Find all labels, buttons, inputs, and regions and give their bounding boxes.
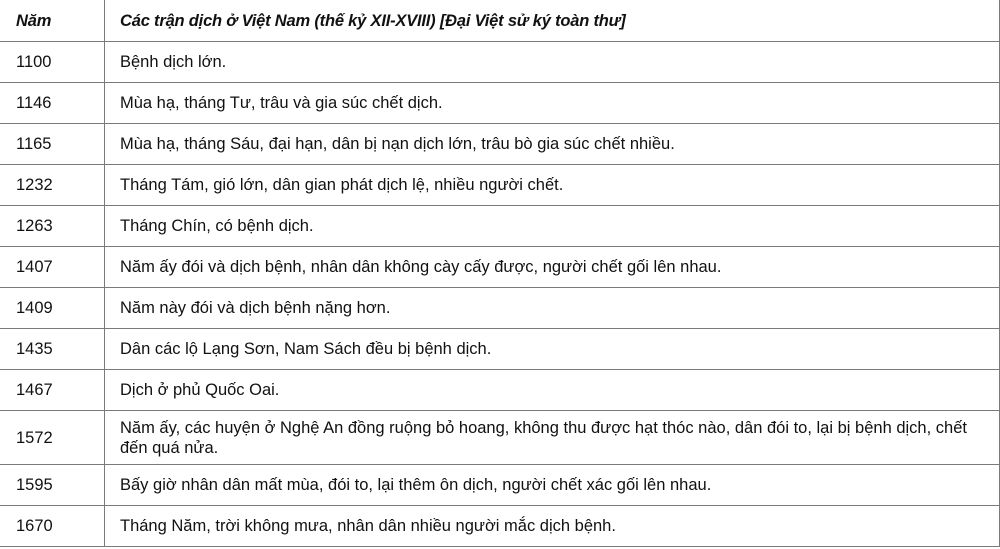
table-row <box>1 83 1000 124</box>
description-cell: Năm này đói và dịch bệnh nặng hơn. <box>105 288 1000 329</box>
description-cell: Năm ấy đói và dịch bệnh, nhân dân không cày cấy được, người chết gối lên nhau. <box>105 247 1000 288</box>
year-cell: 1232 <box>1 165 105 206</box>
table-row <box>1 329 1000 370</box>
year-cell: 1435 <box>1 329 105 370</box>
year-cell: 1595 <box>1 465 105 506</box>
year-cell: 1407 <box>1 247 105 288</box>
description-cell: Tháng Chín, có bệnh dịch. <box>105 206 1000 247</box>
year-cell: 1467 <box>1 370 105 411</box>
table-header-row <box>1 1 1000 42</box>
table-row <box>1 247 1000 288</box>
year-cell: 1165 <box>1 124 105 165</box>
table-row <box>1 411 1000 465</box>
column-header-description: Các trận dịch ở Việt Nam (thế kỷ XII-XVIII) [Đại Việt sử ký toàn thư] <box>105 1 1000 42</box>
description-cell: Dịch ở phủ Quốc Oai. <box>105 370 1000 411</box>
year-cell: 1572 <box>1 411 105 465</box>
column-header-year: Năm <box>1 1 105 42</box>
description-cell: Dân các lộ Lạng Sơn, Nam Sách đều bị bệnh dịch. <box>105 329 1000 370</box>
table-row <box>1 42 1000 83</box>
table-row <box>1 165 1000 206</box>
table-row <box>1 506 1000 547</box>
year-cell: 1100 <box>1 42 105 83</box>
table-row <box>1 465 1000 506</box>
description-cell: Năm ấy, các huyện ở Nghệ An đồng ruộng bỏ hoang, không thu được hạt thóc nào, dân đói to, lại bị bệnh dịch, chết đến quá nửa. <box>105 411 1000 465</box>
description-cell: Tháng Năm, trời không mưa, nhân dân nhiều người mắc dịch bệnh. <box>105 506 1000 547</box>
table-row <box>1 288 1000 329</box>
description-cell: Bấy giờ nhân dân mất mùa, đói to, lại thêm ôn dịch, người chết xác gối lên nhau. <box>105 465 1000 506</box>
year-cell: 1146 <box>1 83 105 124</box>
description-cell: Mùa hạ, tháng Sáu, đại hạn, dân bị nạn dịch lớn, trâu bò gia súc chết nhiều. <box>105 124 1000 165</box>
table-row <box>1 370 1000 411</box>
year-cell: 1670 <box>1 506 105 547</box>
description-cell: Tháng Tám, gió lớn, dân gian phát dịch lệ, nhiều người chết. <box>105 165 1000 206</box>
table-row <box>1 206 1000 247</box>
table-row <box>1 124 1000 165</box>
description-cell: Mùa hạ, tháng Tư, trâu và gia súc chết dịch. <box>105 83 1000 124</box>
year-cell: 1409 <box>1 288 105 329</box>
description-cell: Bệnh dịch lớn. <box>105 42 1000 83</box>
year-cell: 1263 <box>1 206 105 247</box>
